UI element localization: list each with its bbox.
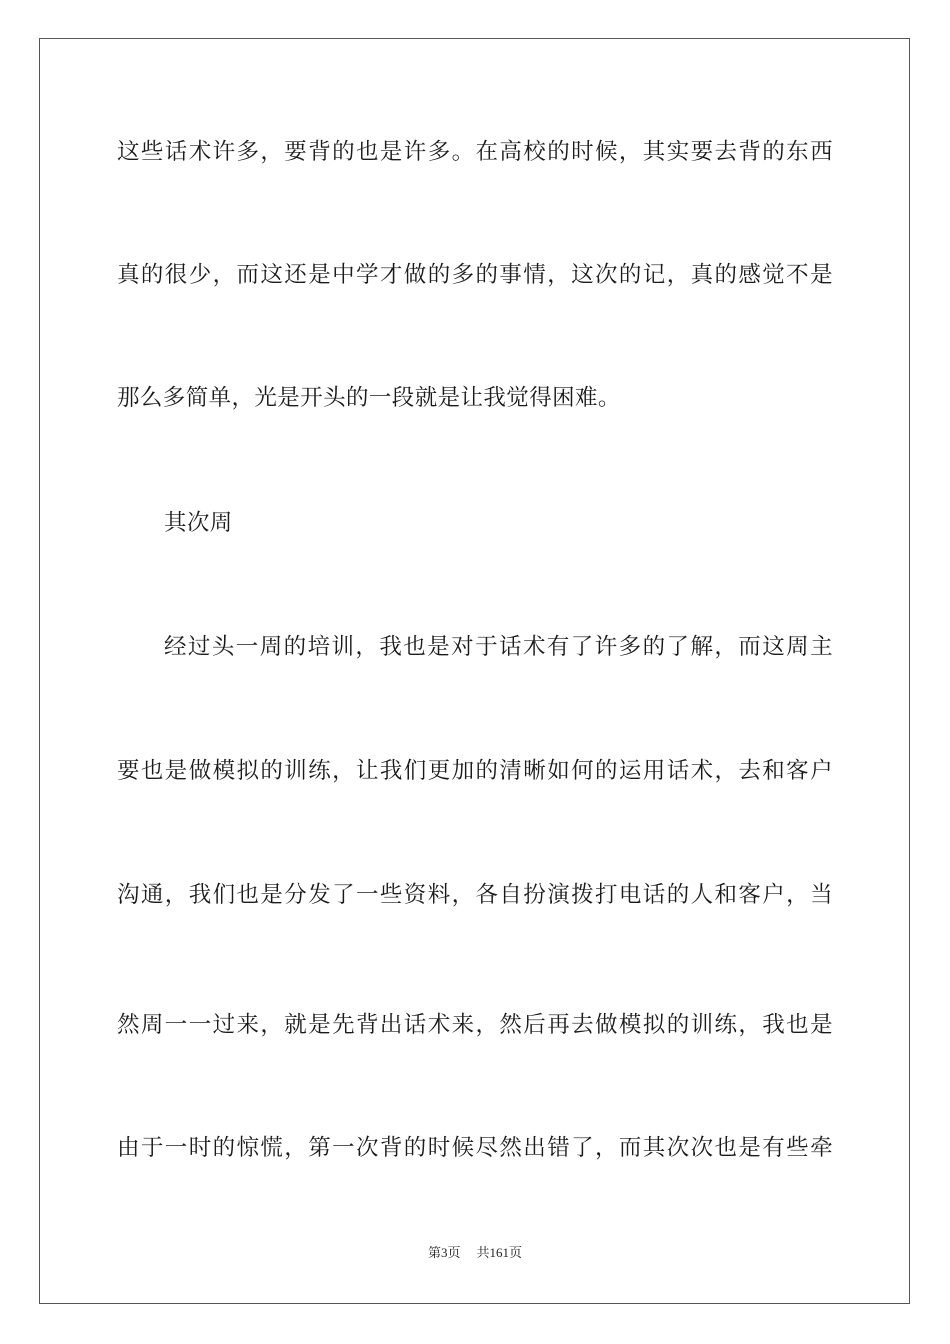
- body-line-7: 沟通，我们也是分发了一些资料，各自扮演拨打电话的人和客户，当: [117, 882, 833, 908]
- body-line-3: 那么多简单，光是开头的一段就是让我觉得困难。: [117, 385, 621, 411]
- body-line-2: 真的很少，而这还是中学才做的多的事情，这次的记，真的感觉不是: [117, 262, 833, 288]
- body-line-9: 由于一时的惊慌，第一次背的时候尽然出错了，而其次次也是有些牵: [117, 1135, 833, 1161]
- body-line-6: 要也是做模拟的训练，让我们更加的清晰如何的运用话术，去和客户: [117, 758, 833, 784]
- body-line-5: 经过头一周的培训，我也是对于话术有了许多的了解，而这周主: [164, 634, 833, 660]
- page-number: 第3页: [427, 1245, 461, 1260]
- body-line-1: 这些话术许多，要背的也是许多。在高校的时候，其实要去背的东西: [117, 139, 833, 165]
- body-line-8: 然周一一过来，就是先背出话术来，然后再去做模拟的训练，我也是: [117, 1012, 833, 1038]
- page-border: [39, 38, 910, 1304]
- page-footer: [0, 1244, 950, 1262]
- page-total: 共161页: [476, 1245, 523, 1260]
- section-heading: 其次周: [164, 510, 233, 536]
